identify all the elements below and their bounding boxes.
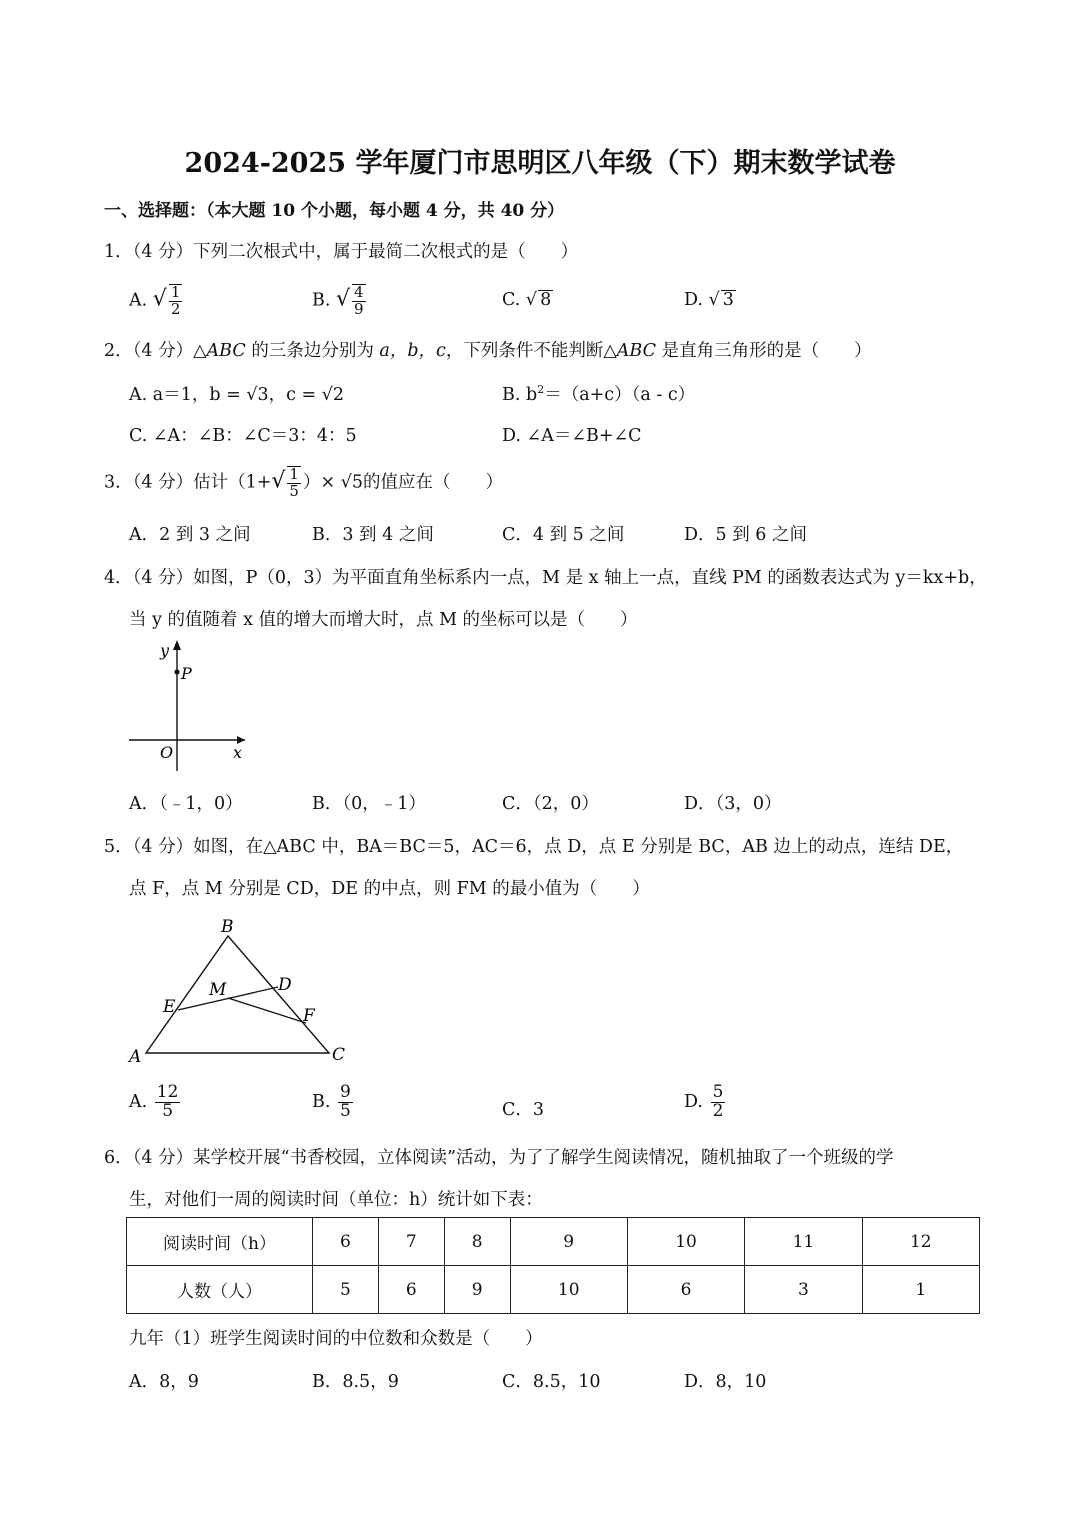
numerator: 12 — [156, 1082, 179, 1102]
fraction — [352, 284, 366, 318]
point-p-label: P — [181, 664, 192, 683]
vertex-a-label: A — [129, 1047, 142, 1067]
question-2-option-a[interactable]: A. a＝1，b = √3，c = √2 — [129, 385, 344, 405]
radical-icon: √ — [271, 468, 286, 494]
table-cell: 11 — [745, 1218, 862, 1266]
question-2-option-b[interactable] — [502, 381, 695, 406]
question-1-option-b[interactable] — [312, 284, 368, 318]
coordinate-figure — [120, 636, 260, 781]
table-cell: 10 — [510, 1266, 627, 1314]
table-cell: 7 — [378, 1218, 444, 1266]
table-cell: 1 — [862, 1266, 979, 1314]
denominator: 2 — [712, 1100, 724, 1121]
table-cell: 8 — [444, 1218, 510, 1266]
question-6-option-c[interactable]: C．8.5，10 — [502, 1372, 601, 1392]
stem-text: 是直角三角形的是（ ） — [656, 341, 872, 361]
question-6-line-1: 6．（4 分）某学校开展“书香校园，立体阅读”活动，为了了解学生阅读情况，随机抽取了一个班级的学 — [104, 1148, 894, 1168]
question-1-option-a[interactable] — [129, 284, 184, 318]
question-3-option-d[interactable]: D．5 到 6 之间 — [684, 525, 807, 545]
numerator: 9 — [340, 1082, 351, 1102]
triangle-figure — [120, 910, 360, 1070]
radicand: 8 — [540, 290, 552, 310]
stem-text: 2．（4 分）△ — [104, 341, 207, 361]
question-6-option-a[interactable]: A．8，9 — [129, 1372, 199, 1392]
stem-text: 的三条边分别为 — [245, 341, 380, 361]
question-4-option-d[interactable]: D．（3，0） — [684, 794, 782, 814]
option-label: A. — [129, 290, 148, 311]
question-3-option-c[interactable]: C．4 到 5 之间 — [502, 525, 625, 545]
numerator: 1 — [289, 465, 299, 483]
point-m-label: M — [209, 980, 227, 1000]
table-cell: 6 — [378, 1266, 444, 1314]
section-heading: 一、选择题：（本大题 10 个小题，每小题 4 分，共 40 分） — [104, 201, 565, 221]
stem-text: 3．（4 分）估计（1+ — [104, 472, 272, 493]
point-p — [174, 669, 179, 674]
question-1-stem: 1．（4 分）下列二次根式中，属于最简二次根式的是（ ） — [104, 242, 579, 262]
table-header-cell: 人数（人） — [127, 1266, 313, 1314]
option-text: ＝（a+c）（a - c） — [544, 385, 696, 405]
stem-italic: a，b，c — [379, 341, 446, 361]
question-4-line-1: 4．（4 分）如图，P（0，3）为平面直角坐标系内一点，M 是 x 轴上一点，直线 PM 的函数表达式为 y＝kx+b， — [104, 568, 987, 588]
option-label: B. — [312, 1091, 331, 1112]
question-4-option-c[interactable]: C．（2，0） — [502, 794, 599, 814]
stem-text: ，下列条件不能判断△ — [445, 341, 617, 361]
radical-icon: √ — [152, 286, 167, 312]
origin-label: O — [160, 743, 174, 762]
table-cell: 6 — [627, 1266, 744, 1314]
point-e-label: E — [163, 997, 176, 1017]
table-header-cell: 阅读时间（h） — [127, 1218, 313, 1266]
option-label: A. — [129, 1091, 148, 1112]
option-label: C. — [502, 290, 521, 310]
stem-italic: ABC — [616, 341, 657, 361]
question-2-stem — [104, 337, 872, 362]
fraction — [287, 466, 301, 500]
denominator: 5 — [340, 1100, 351, 1121]
option-label: D. — [684, 290, 703, 310]
table-cell: 10 — [627, 1218, 744, 1266]
table-cell: 9 — [510, 1218, 627, 1266]
question-5-option-a[interactable] — [129, 1084, 182, 1121]
table-cell: 6 — [313, 1218, 379, 1266]
page-title: 2024-2025 学年厦门市思明区八年级（下）期末数学试卷 — [184, 148, 896, 179]
question-4-option-b[interactable]: B．（0，﹣1） — [312, 794, 426, 814]
numerator: 4 — [354, 283, 364, 301]
stem-text: ）× √5 — [302, 472, 363, 493]
question-5-line-1: 5．（4 分）如图，在△ABC 中，BA＝BC＝5，AC＝6，点 D，点 E 分别是 BC，AB 边上的动点，连结 DE， — [104, 837, 964, 857]
question-6-option-b[interactable]: B．8.5，9 — [312, 1372, 399, 1392]
point-d-label: D — [278, 975, 292, 995]
radicand: 3 — [722, 290, 734, 310]
question-1-option-d[interactable] — [684, 290, 736, 310]
triangle-abc — [146, 936, 329, 1053]
denominator: 5 — [162, 1100, 174, 1121]
question-5-option-b[interactable] — [312, 1084, 355, 1121]
question-6-option-d[interactable]: D．8，10 — [684, 1372, 767, 1392]
numerator: 5 — [712, 1082, 724, 1102]
question-5-line-2: 点 F，点 M 分别是 CD，DE 的中点，则 FM 的最小值为（ ） — [129, 879, 650, 899]
question-3-option-b[interactable]: B．3 到 4 之间 — [312, 525, 434, 545]
option-label: D. — [684, 1091, 703, 1112]
reading-time-table — [126, 1217, 980, 1314]
fraction — [169, 284, 183, 318]
table-cell: 3 — [745, 1266, 862, 1314]
radical-icon: √ — [708, 290, 720, 310]
segment-mf — [228, 998, 306, 1023]
question-4-option-a[interactable]: A．（﹣1，0） — [129, 794, 243, 814]
option-text: B. b — [502, 385, 538, 405]
x-axis-label: x — [233, 743, 243, 762]
question-5-option-d[interactable] — [684, 1084, 727, 1121]
fraction — [155, 1084, 181, 1121]
point-f-label: F — [303, 1006, 315, 1026]
vertex-c-label: C — [332, 1045, 346, 1065]
option-label: B. — [312, 290, 331, 311]
y-axis-label: y — [160, 641, 170, 660]
fraction — [338, 1084, 353, 1121]
numerator: 1 — [170, 283, 181, 301]
question-1-option-c[interactable] — [502, 290, 553, 310]
table-cell: 12 — [862, 1218, 979, 1266]
table-row — [127, 1218, 980, 1266]
question-2-option-d[interactable]: D. ∠A＝∠B+∠C — [502, 426, 642, 446]
vertex-b-label: B — [221, 917, 234, 937]
stem-text: 的值应在（ ） — [362, 472, 503, 493]
denominator: 5 — [289, 481, 299, 500]
table-cell: 5 — [313, 1266, 379, 1314]
question-2-option-c[interactable]: C. ∠A：∠B：∠C＝3：4：5 — [129, 426, 357, 446]
question-3-stem — [104, 466, 503, 500]
question-4-line-2: 当 y 的值随着 x 值的增大而增大时，点 M 的坐标可以是（ ） — [129, 610, 638, 630]
question-5-option-c[interactable]: C．3 — [502, 1100, 545, 1120]
table-row — [127, 1266, 980, 1314]
stem-italic: ABC — [206, 341, 246, 361]
superscript: 2 — [537, 383, 545, 397]
radical-icon: √ — [525, 290, 538, 310]
denominator: 9 — [354, 299, 364, 318]
question-6-line-2: 生，对他们一周的阅读时间（单位：h）统计如下表： — [129, 1190, 543, 1210]
question-3-option-a[interactable]: A．2 到 3 之间 — [129, 525, 251, 545]
denominator: 2 — [170, 299, 181, 318]
table-cell: 9 — [444, 1266, 510, 1314]
question-6-line-3: 九年（1）班学生阅读时间的中位数和众数是（ ） — [129, 1329, 543, 1349]
radical-icon: √ — [336, 286, 351, 312]
y-axis-arrow-icon — [173, 640, 181, 650]
fraction — [711, 1084, 726, 1121]
